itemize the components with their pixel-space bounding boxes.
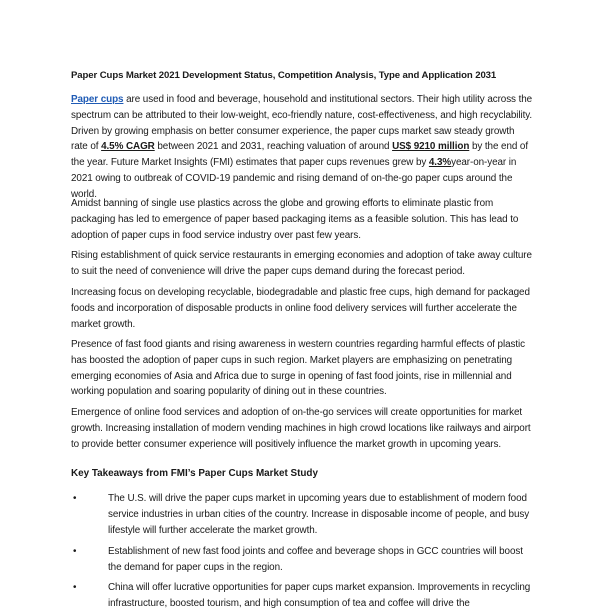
paper-cups-link[interactable]: Paper cups [71, 94, 124, 105]
paragraph-western-countries: Presence of fast food giants and rising awareness in western countries regarding harmful effects of plastic has boosted the adoption of paper cups in such region. Market players are emphasizing on penetrating emerging economies of Asia and Africa due to surge in opening of fast food joints, rise in millennial and working population and soaring popularity of dining out in these countries. [71, 339, 525, 398]
intro-text-4: year-on-year in 2021 owing to outbreak of COVID-19 pandemic and rising demand of on-the-go paper cups around the world. [71, 157, 517, 200]
paragraph-recyclable-focus: Increasing focus on developing recyclable, biodegradable and plastic free cups, high demand for packaged foods and incorporation of disposable products in online food delivery services will further accelerate the market growth. [71, 287, 530, 330]
takeaway-text: The U.S. will drive the paper cups market in upcoming years due to establishment of modern food service industries in urban cities of the country. Increase in disposable income of people, and busy lifestyle will further accelerate the market growth. [108, 493, 530, 536]
intro-text-3: by the end of the year. Future Market Insights (FMI) estimates that paper cups revenues grew by [71, 141, 529, 169]
intro-text-1: are used in food and beverage, household and institutional sectors. Their high utility across the spectrum can be attributed to their low-weight, eco-friendly nature, cost-effectiveness, and high recyclability. Driven by growing emphasis on better consumer experience, the paper cups market saw steady growth rate of [71, 94, 533, 153]
bullet-icon: • [73, 582, 77, 593]
valuation-value: US$ 9210 million [392, 141, 470, 153]
document-title: Paper Cups Market 2021 Development Status, Competition Analysis, Type and Application 2031 [71, 70, 497, 81]
takeaway-text: Establishment of new fast food joints and coffee and beverage shops in GCC countries will boost the demand for paper cups in the region. [108, 546, 523, 573]
bullet-icon: • [73, 493, 77, 504]
cagr-value: 4.5% CAGR [101, 141, 155, 153]
paragraph-plastics-ban: Amidst banning of single use plastics across the globe and growing efforts to eliminate plastic from packaging has led to emergence of paper based packaging items as a feasible solution. This has lead to adoption of paper cups in food service industry over past few years. [71, 198, 519, 241]
paragraph-online-food: Emergence of online food services and adoption of on-the-go services will create opportunities for market growth. Increasing installation of modern vending machines in high crowd locations like railways and airport to provide better consumer experience will positively influence the market growth in upcoming years. [71, 407, 531, 450]
takeaways-heading: Key Takeaways from FMI’s Paper Cups Market Study [71, 468, 318, 479]
takeaway-text: China will offer lucrative opportunities for paper cups market expansion. Improvements in recycling infrastructure, boosted tourism, and high consumption of tea and coffee will drive the [108, 582, 531, 609]
takeaway-item [73, 580, 536, 612]
yoy-value: 4.3% [428, 157, 452, 169]
paragraph-qsr: Rising establishment of quick service restaurants in emerging economies and adoption of take away culture to suit the need of convenience will drive the paper cups demand during the forecast period. [71, 250, 532, 277]
intro-text-2: between 2021 and 2031, reaching valuation of around [154, 141, 393, 153]
takeaway-item [73, 544, 536, 576]
bullet-icon: • [73, 546, 77, 557]
takeaway-item [73, 491, 536, 538]
intro-paragraph [71, 92, 533, 203]
